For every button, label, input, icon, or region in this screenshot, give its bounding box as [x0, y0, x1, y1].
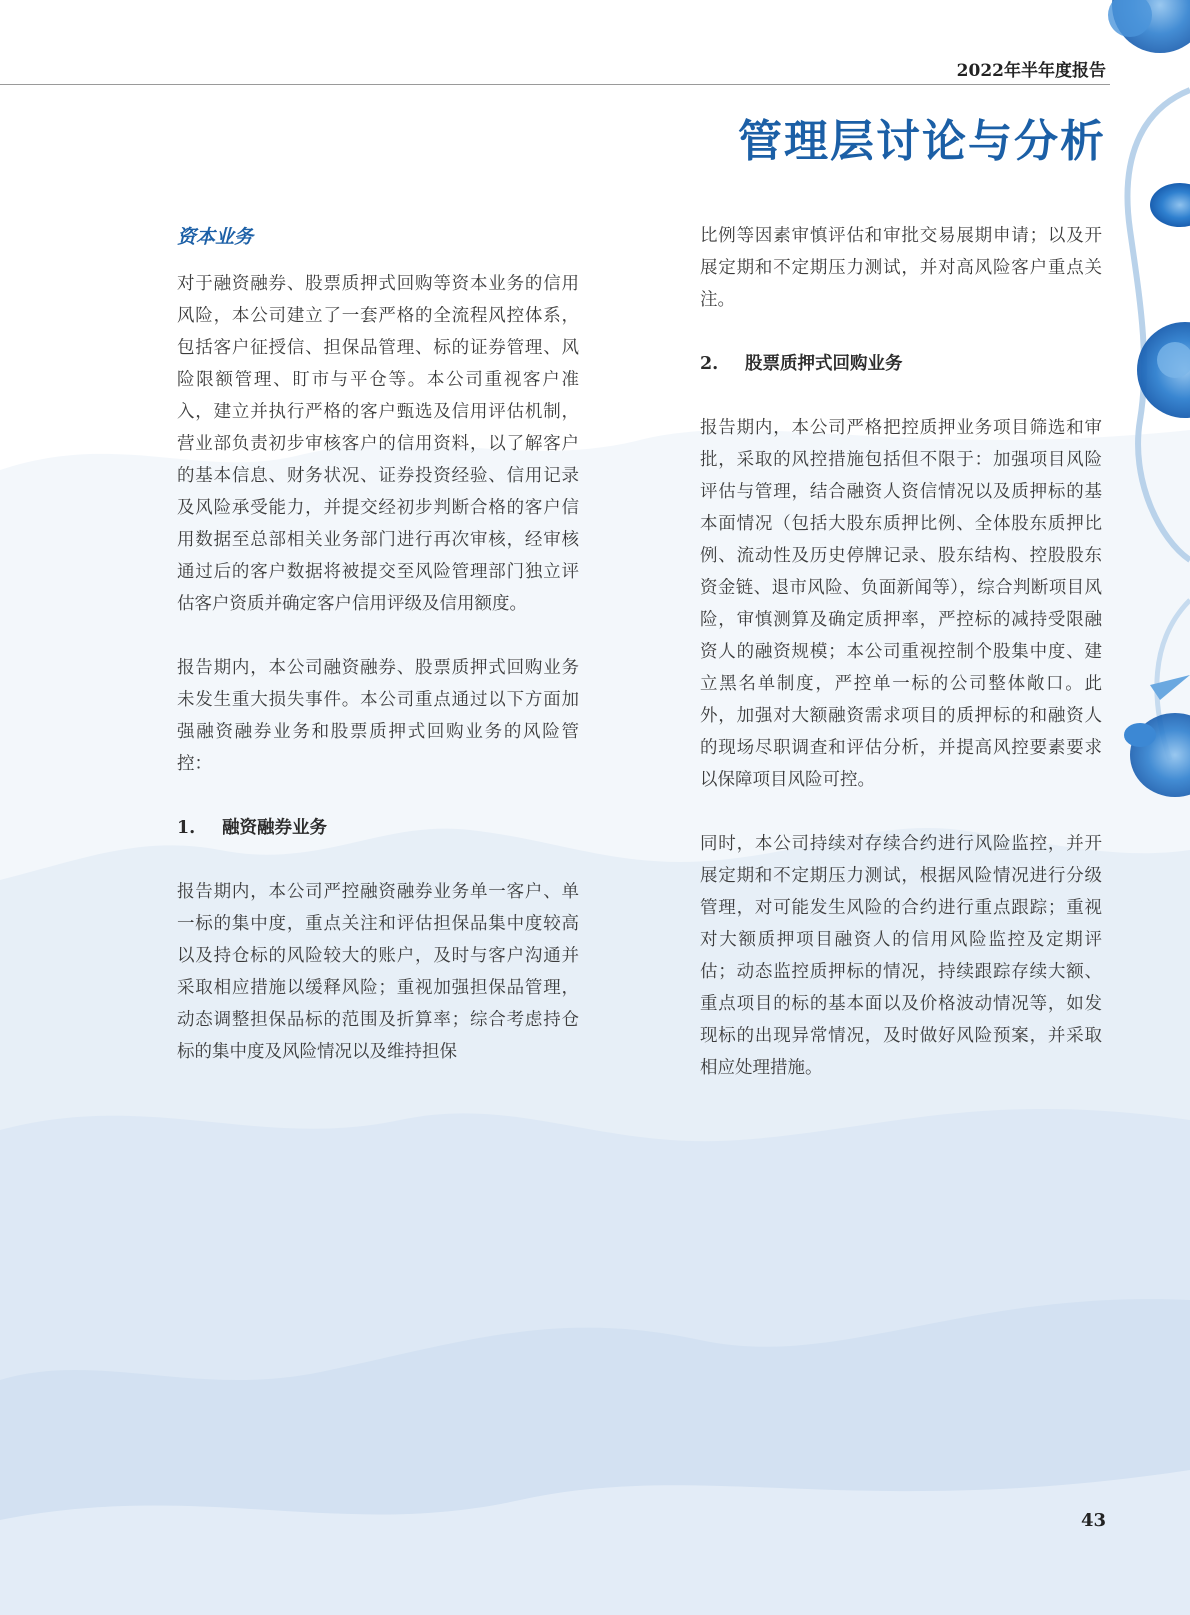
report-title: 2022年半年度报告 [956, 61, 1106, 81]
subheading-capital-business: 资本业务 [177, 226, 254, 248]
heading-text: 股票质押式回购业务 [745, 354, 903, 374]
paragraph-margin-trading-controls: 报告期内，本公司严控融资融券业务单一客户、单一标的集中度，重点关注和评估担保品集中度较高以及持仓标的风险较大的账户，及时与客户沟通并采取相应措施以缓释风险；重视加强担保品管理，动态调整担保品标的范围及折算率；综合考虑持仓标的集中度及风险情况以及维持担保 [177, 882, 579, 1062]
heading-text: 融资融券业务 [222, 818, 327, 838]
paragraph-contract-monitoring: 同时，本公司持续对存续合约进行风险监控，并开展定期和不定期压力测试，根据风险情况进行分级管理，对可能发生风险的合约进行重点跟踪；重视对大额质押项目融资人的信用风险监控及定期评估；动态监控质押标的情况，持续跟踪存续大额、重点项目的标的基本面以及价格波动情况等，如发现标的出现异常情况，及时做好风险预案，并采取相应处理措施。 [700, 834, 1102, 1078]
paragraph-pledge-screening: 报告期内，本公司严格把控质押业务项目筛选和审批，采取的风控措施包括但不限于：加强项目风险评估与管理，结合融资人资信情况以及质押标的基本面情况（包括大股东质押比例、全体股东质押比例、流动性及历史停牌记录、股东结构、控股股东资金链、退市风险、负面新闻等），综合判断项目风险，审慎测算及确定质押率，严控标的减持受限融资人的融资规模；本公司重视控制个股集中度、建立黑名单制度，严控单一标的公司整体敞口。此外，加强对大额融资需求项目的质押标的和融资人的现场尽职调查和评估分析，并提高风控要素要求以保障项目风险可控。 [700, 418, 1102, 790]
right-column [700, 220, 1102, 1116]
numbered-heading-stock-pledge [700, 348, 1102, 380]
left-column [177, 220, 579, 1100]
header-divider [0, 84, 1110, 85]
heading-number: 1. [177, 818, 196, 838]
heading-number: 2. [700, 354, 719, 374]
page-number: 43 [1080, 1510, 1106, 1531]
numbered-heading-margin-trading [177, 812, 579, 844]
paragraph-no-major-loss: 报告期内，本公司融资融券、股票质押式回购业务未发生重大损失事件。本公司重点通过以下方面加强融资融券业务和股票质押式回购业务的风险管控： [177, 658, 579, 774]
paragraph-credit-risk-system: 对于融资融券、股票质押式回购等资本业务的信用风险，本公司建立了一套严格的全流程风控体系，包括客户征授信、担保品管理、标的证券管理、风险限额管理、盯市与平仓等。本公司重视客户准入，建立并执行严格的客户甄选及信用评估机制，营业部负责初步审核客户的信用资料，以了解客户的基本信息、财务状况、证券投资经验、信用记录及风险承受能力，并提交经初步判断合格的客户信用数据至总部相关业务部门进行再次审核，经审核通过后的客户数据将被提交至风险管理部门独立评估客户资质并确定客户信用评级及信用额度。 [177, 274, 579, 614]
section-title: 管理层讨论与分析 [738, 116, 1106, 167]
paragraph-stress-testing: 比例等因素审慎评估和审批交易展期申请；以及开展定期和不定期压力测试，并对高风险客户重点关注。 [700, 226, 1102, 310]
